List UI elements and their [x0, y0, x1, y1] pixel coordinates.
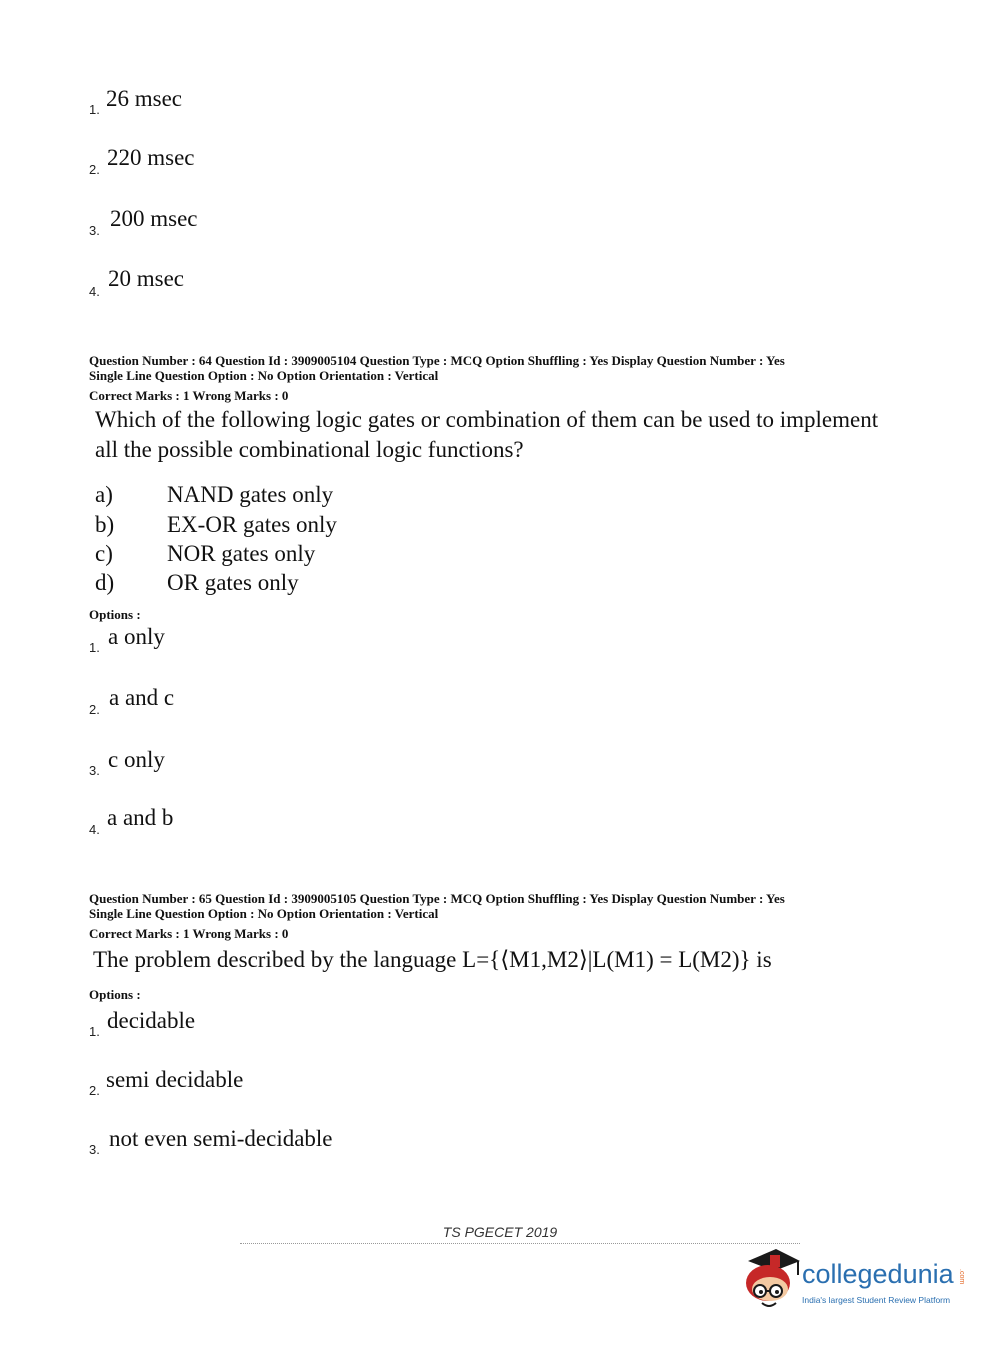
option-text: 20 msec	[108, 266, 185, 291]
option-text: semi decidable	[106, 1067, 244, 1092]
choice-letter: d)	[95, 570, 115, 595]
collegedunia-logo	[740, 1247, 970, 1321]
question-marks: Correct Marks : 1 Wrong Marks : 0	[89, 926, 289, 941]
option-text: 200 msec	[110, 206, 198, 231]
logo-tagline: India's largest Student Review Platform	[802, 1295, 951, 1305]
option-text: a and b	[107, 805, 174, 830]
choice-text: NOR gates only	[167, 541, 316, 566]
option-text: not even semi-decidable	[109, 1126, 333, 1151]
option-text: c only	[108, 747, 165, 772]
question-text-line1: Which of the following logic gates or combination of them can be used to implement	[95, 407, 879, 432]
choice-letter: a)	[95, 482, 113, 507]
question-meta-line2: Single Line Question Option : No Option Orientation : Vertical	[89, 906, 439, 921]
option-number: 1.	[89, 640, 100, 655]
option-text: a and c	[109, 685, 175, 710]
options-label: Options :	[89, 987, 141, 1002]
choice-text: EX-OR gates only	[167, 512, 337, 537]
option-number: 3.	[89, 1142, 100, 1157]
logo-com: .com	[958, 1269, 965, 1285]
choice-letter: b)	[95, 512, 115, 537]
option-text: a only	[108, 624, 165, 649]
option-text: 26 msec	[106, 86, 183, 111]
option-number: 4.	[89, 284, 100, 299]
options-label: Options :	[89, 607, 141, 622]
choice-text: OR gates only	[167, 570, 299, 595]
question-text-line2: all the possible combinational logic functions?	[95, 437, 524, 462]
option-number: 2.	[89, 162, 100, 177]
question-marks: Correct Marks : 1 Wrong Marks : 0	[89, 388, 289, 403]
option-text: 220 msec	[107, 145, 195, 170]
option-number: 3.	[89, 223, 100, 238]
option-number: 1.	[89, 102, 100, 117]
choice-text: NAND gates only	[167, 482, 334, 507]
logo-wordmark: collegedunia	[802, 1259, 954, 1289]
option-number: 1.	[89, 1024, 100, 1039]
footer-divider	[240, 1243, 800, 1246]
mascot-icon	[740, 1247, 800, 1321]
question-meta-line1: Question Number : 64 Question Id : 3909005104 Question Type : MCQ Option Shuffling : Yes Display Question Number : Yes	[89, 353, 785, 368]
option-text: decidable	[107, 1008, 196, 1033]
option-number: 2.	[89, 702, 100, 717]
option-number: 2.	[89, 1083, 100, 1098]
option-number: 3.	[89, 763, 100, 778]
footer-title: TS PGECET 2019	[442, 1224, 558, 1240]
question-text: The problem described by the language L={⟨M1,M2⟩|L(M1) = L(M2)} is	[93, 947, 772, 972]
question-meta-line1: Question Number : 65 Question Id : 3909005105 Question Type : MCQ Option Shuffling : Yes Display Question Number : Yes	[89, 891, 785, 906]
option-number: 4.	[89, 822, 100, 837]
choice-letter: c)	[95, 541, 113, 566]
question-meta-line2: Single Line Question Option : No Option Orientation : Vertical	[89, 368, 439, 383]
